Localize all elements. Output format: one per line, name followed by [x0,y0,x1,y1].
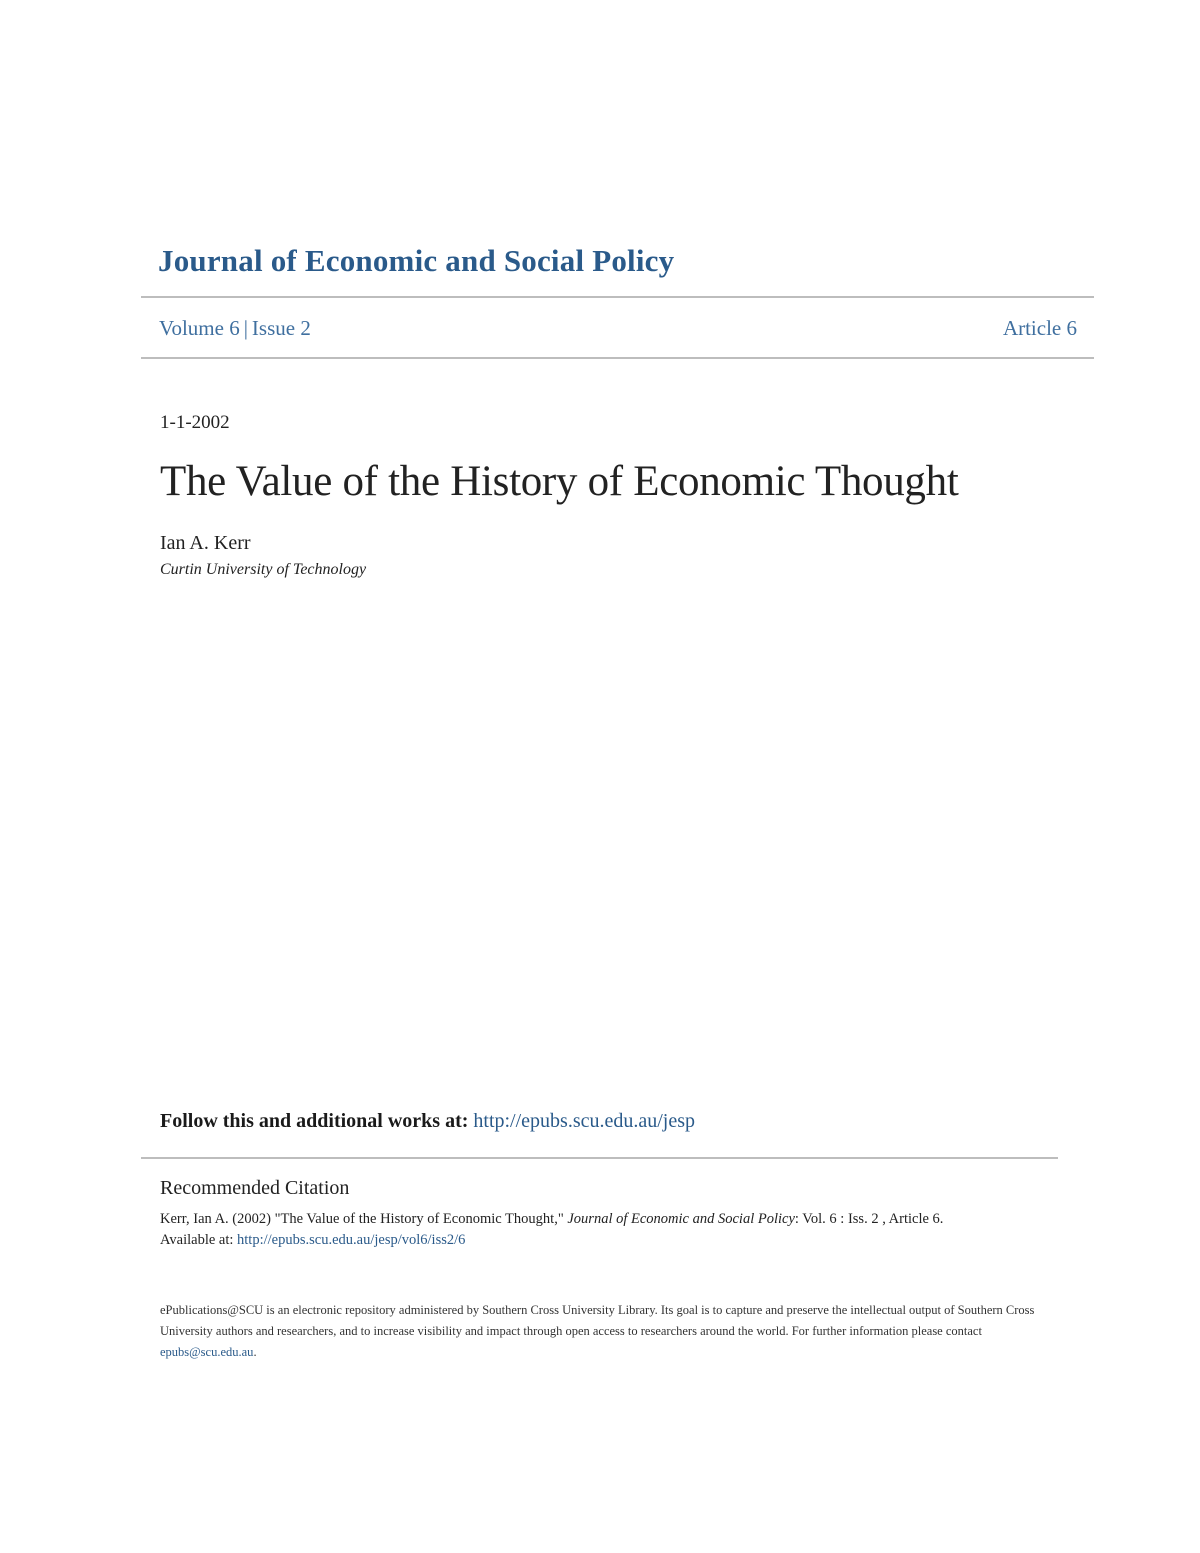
article-title: The Value of the History of Economic Thought [160,458,959,505]
citation-volume-info: : Vol. 6 : Iss. 2 , Article 6. [794,1211,944,1227]
author-affiliation: Curtin University of Technology [160,561,367,578]
header-divider-top [141,296,1094,298]
footer-email-link[interactable]: epubs@scu.edu.au [160,1345,254,1359]
follow-label: Follow this and additional works at: [160,1110,469,1132]
citation-author-title: Kerr, Ian A. (2002) "The Value of the History of Economic Thought," [160,1211,564,1227]
footer-text: ePublications@SCU is an electronic repository administered by Southern Cross University Library. Its goal is to capture and preserve the intellectual output of Southern Cross University authors and researchers, and to increase visibility and impact through open access to researchers around the world. For further information please contact [160,1303,1035,1338]
follow-url-link[interactable]: http://epubs.scu.edu.au/jesp [473,1110,696,1132]
header-divider-bottom [141,357,1094,359]
footer-end: . [253,1345,257,1359]
article-number-link[interactable]: Article 6 [1002,316,1077,340]
volume-issue-line [159,316,311,341]
journal-title[interactable]: Journal of Economic and Social Policy [158,243,675,278]
repository-footer [160,1300,1040,1363]
author-name[interactable]: Ian A. Kerr [160,532,251,554]
follow-line [160,1110,695,1133]
citation-url-link[interactable]: http://epubs.scu.edu.au/jesp/vol6/iss2/6 [237,1232,466,1248]
citation-text [160,1209,1040,1251]
volume-link[interactable]: Volume 6 [159,316,240,340]
issue-link[interactable]: Issue 2 [251,316,311,340]
citation-divider [141,1157,1058,1159]
citation-journal: Journal of Economic and Social Policy [567,1211,795,1227]
publication-date: 1-1-2002 [160,412,230,433]
recommended-citation-heading: Recommended Citation [160,1177,350,1199]
volume-issue-separator: | [243,316,248,340]
citation-available-label: Available at: [160,1232,234,1248]
